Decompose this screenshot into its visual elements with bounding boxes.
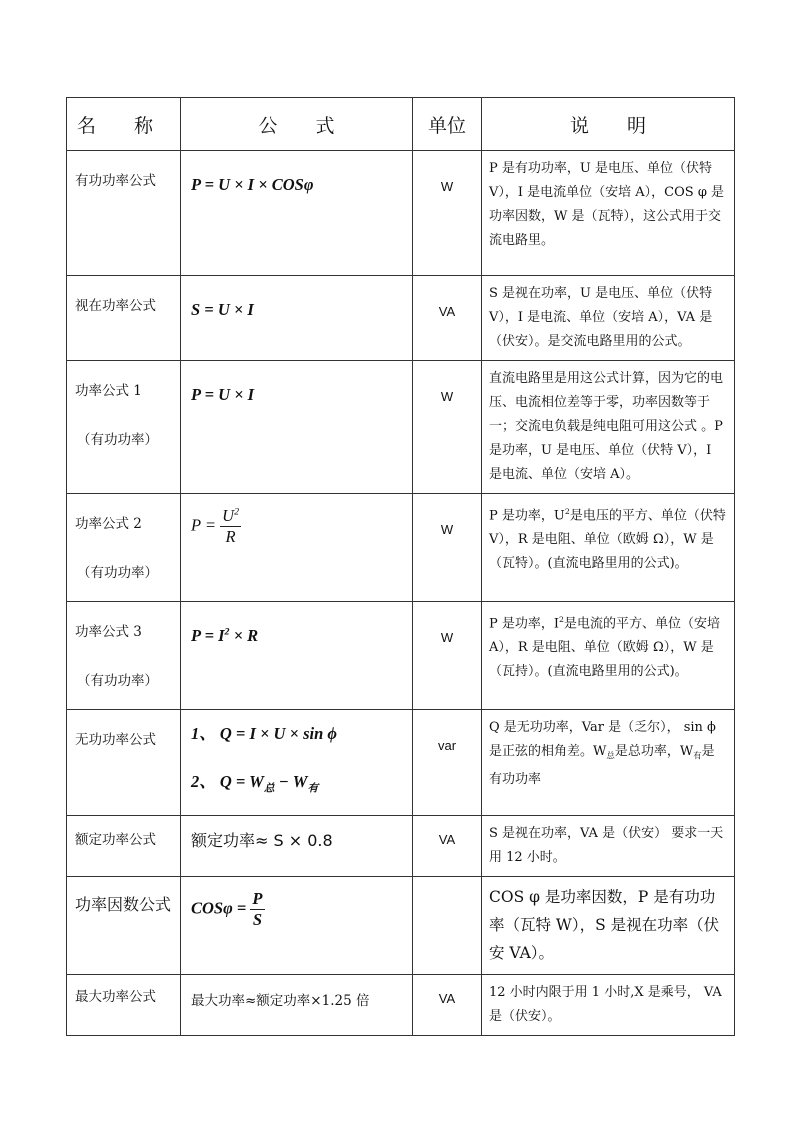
header-row [67, 98, 735, 151]
row-description: 12 小时内限于用 1 小时,X 是乘号， VA 是（伏安）。 [482, 975, 735, 1036]
row-description [482, 710, 735, 816]
row-formula [181, 877, 413, 975]
table-row [67, 877, 735, 975]
row-name [67, 710, 181, 816]
row-unit: W [413, 494, 482, 602]
header-formula: 公 式 [181, 98, 413, 151]
header-name: 名 称 [67, 98, 181, 151]
row-name-text: 功率公式 3 [75, 624, 142, 640]
numerator-exponent: 2 [234, 506, 240, 518]
row-description: 直流电路里是用这公式计算，因为它的电压、电流相位差等于零，功率因数等于一；交流电负载是纯电阻可用这公式 。P 是功率，U 是电压、单位（伏特 V），I 是电流、单位（安培 A）。 [482, 361, 735, 494]
fraction-numerator: U [222, 506, 235, 525]
row-name-subtitle: （有功功率） [77, 672, 158, 689]
row-name-text: 有功功率公式 [75, 173, 156, 189]
formula-lhs: COSφ = [191, 898, 247, 918]
table-row [67, 710, 735, 816]
row-unit: VA [413, 276, 482, 361]
table-row [67, 975, 735, 1036]
formula-exponent: 2 [224, 626, 230, 638]
formula-line-1: 1、 Q = I × U × sin ϕ [191, 724, 337, 743]
table-row [67, 494, 735, 602]
row-name-text: 功率因数公式 [75, 895, 172, 914]
row-name [67, 602, 181, 710]
formula-lhs: P = [191, 515, 217, 535]
formula-part: 2、 Q = W [191, 772, 264, 791]
row-description: COS φ 是功率因数，P 是有功功率（瓦特 W），S 是视在功率（伏安 VA）。 [482, 877, 735, 975]
row-name [67, 151, 181, 276]
row-name-subtitle: （有功功率） [77, 431, 158, 448]
row-formula: 额定功率≈ S × 0.8 [181, 816, 413, 877]
formula-line-2 [191, 768, 412, 795]
row-unit: W [413, 602, 482, 710]
row-formula: 最大功率≈额定功率×1.25 倍 [181, 975, 413, 1036]
desc-part: Q 是无功功率，Var 是（乏尔）， sin ϕ 是正弦的相角差。W [489, 720, 716, 759]
formula-part: P = I [191, 626, 225, 645]
desc-subscript: 总 [606, 750, 615, 761]
row-description [482, 494, 735, 602]
formula-subscript: 有 [307, 782, 319, 795]
row-formula: P = U × I [181, 361, 413, 494]
row-unit [413, 877, 482, 975]
desc-exponent: 2 [564, 507, 570, 516]
desc-part: 是有功功率 [489, 744, 715, 787]
row-name-text: 功率公式 2 [75, 516, 142, 532]
formula-fraction [220, 506, 241, 547]
row-name [67, 975, 181, 1036]
row-name [67, 816, 181, 877]
table-row [67, 151, 735, 276]
power-formula-table [66, 97, 735, 1036]
row-name-text: 功率公式 1 [75, 383, 142, 399]
fraction-numerator: P [252, 889, 263, 908]
row-unit: var [413, 710, 482, 816]
row-description [482, 602, 735, 710]
row-name [67, 877, 181, 975]
row-unit: VA [413, 816, 482, 877]
row-name [67, 494, 181, 602]
row-name-text: 视在功率公式 [75, 298, 156, 314]
header-unit: 单位 [413, 98, 482, 151]
row-name [67, 361, 181, 494]
table-row [67, 276, 735, 361]
row-formula [181, 710, 413, 816]
desc-part: 是电流的平方、单位（安培 A），R 是电阻、单位（欧姆 Ω），W 是（瓦持）。(直流电路里用的公式)。 [489, 616, 720, 680]
row-name-text: 最大功率公式 [75, 989, 156, 1005]
row-name [67, 276, 181, 361]
row-description: S 是视在功率，U 是电压、单位（伏特 V），I 是电流、单位（安培 A），VA 是（伏安）。是交流电路里用的公式。 [482, 276, 735, 361]
formula-part: × R [229, 626, 259, 645]
formula-part: − W [274, 772, 308, 791]
desc-part: 是电压的平方、单位（伏特 V），R 是电阻、单位（欧姆 Ω），W 是（瓦特）。(直流电路里用的公式)。 [489, 508, 726, 572]
row-description: P 是有功功率，U 是电压、单位（伏特 V），I 是电流单位（安培 A），COS φ 是功率因数，W 是（瓦特），这公式用于交流电路里。 [482, 151, 735, 276]
desc-part: P 是功率，U [489, 508, 565, 524]
row-unit: VA [413, 975, 482, 1036]
desc-part: P 是功率，I [489, 616, 560, 632]
header-description: 说 明 [482, 98, 735, 151]
fraction-denominator: R [225, 527, 236, 546]
row-name-subtitle: （有功功率） [77, 564, 158, 581]
row-description: S 是视在功率，VA 是（伏安） 要求一天用 12 小时。 [482, 816, 735, 877]
table-row [67, 361, 735, 494]
desc-exponent: 2 [559, 615, 564, 624]
table-row [67, 816, 735, 877]
row-formula: S = U × I [181, 276, 413, 361]
row-unit: W [413, 151, 482, 276]
row-name-text: 无功功率公式 [75, 732, 156, 748]
formula-fraction [250, 889, 264, 930]
row-name-text: 额定功率公式 [75, 832, 156, 848]
row-formula [181, 602, 413, 710]
row-formula: P = U × I × COSφ [181, 151, 413, 276]
desc-part: 是总功率，W [614, 744, 694, 759]
desc-subscript: 有 [693, 750, 702, 761]
row-formula [181, 494, 413, 602]
table-row [67, 602, 735, 710]
row-unit: W [413, 361, 482, 494]
fraction-denominator: S [252, 910, 263, 929]
formula-subscript: 总 [263, 782, 275, 795]
